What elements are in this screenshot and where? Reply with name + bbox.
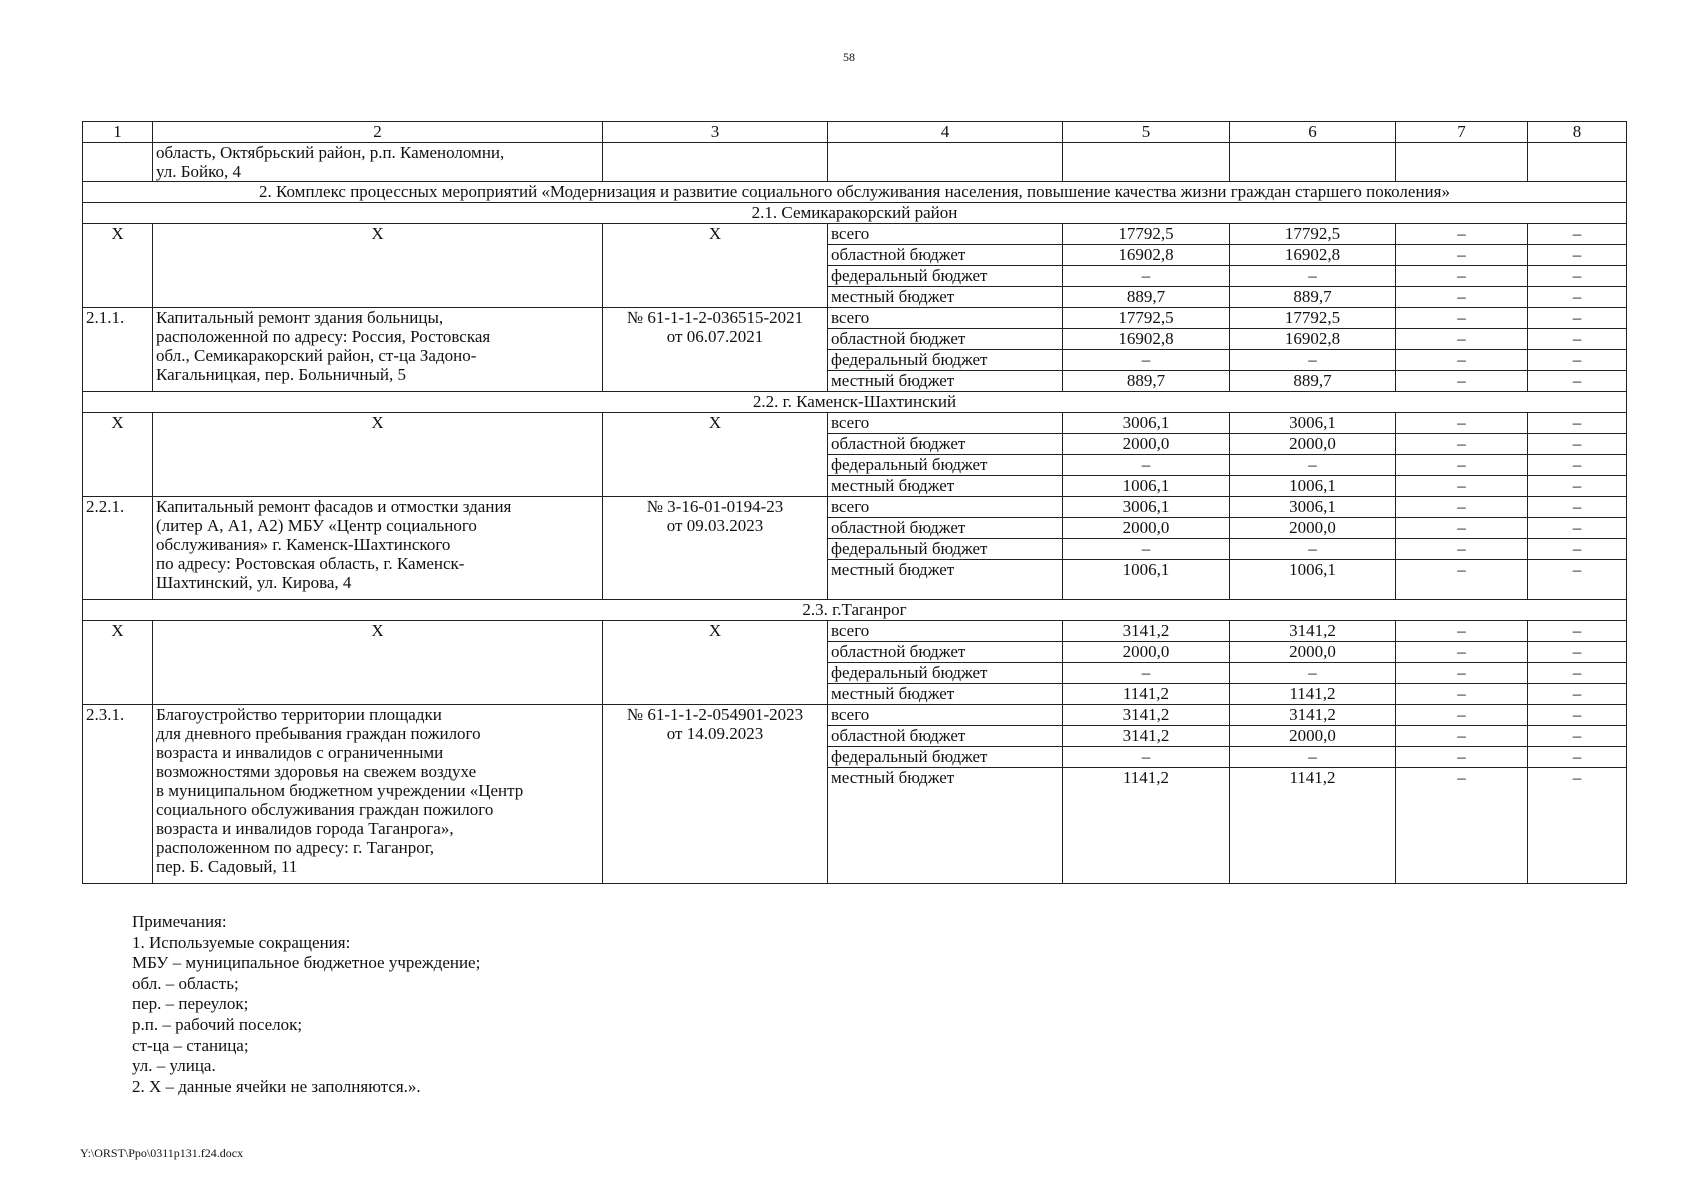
value-col6: 3006,1 bbox=[1230, 497, 1396, 518]
budget-type: федеральный бюджет bbox=[828, 663, 1063, 684]
value-col8: – bbox=[1528, 726, 1627, 747]
value-col5: 889,7 bbox=[1063, 287, 1230, 308]
section-title-row bbox=[83, 203, 1627, 224]
value-col5: 2000,0 bbox=[1063, 518, 1230, 539]
empty-cell bbox=[1396, 143, 1528, 182]
value-col6: 16902,8 bbox=[1230, 329, 1396, 350]
item-number: 2.3.1. bbox=[83, 705, 153, 884]
value-col7: – bbox=[1396, 642, 1528, 663]
note-line: ул. – улица. bbox=[132, 1056, 216, 1076]
value-col5: 17792,5 bbox=[1063, 308, 1230, 329]
value-col7: – bbox=[1396, 560, 1528, 600]
budget-type: всего bbox=[828, 224, 1063, 245]
value-col8: – bbox=[1528, 518, 1627, 539]
value-col5: 16902,8 bbox=[1063, 329, 1230, 350]
budget-type: федеральный бюджет bbox=[828, 747, 1063, 768]
value-col7: – bbox=[1396, 434, 1528, 455]
value-col6: – bbox=[1230, 539, 1396, 560]
value-col8: – bbox=[1528, 642, 1627, 663]
value-col5: 3141,2 bbox=[1063, 726, 1230, 747]
summary-number: Х bbox=[83, 413, 153, 497]
header-cell-4: 4 bbox=[828, 122, 1063, 143]
value-col6: 889,7 bbox=[1230, 287, 1396, 308]
value-col6: 1006,1 bbox=[1230, 560, 1396, 600]
section-title-row bbox=[83, 600, 1627, 621]
empty-cell bbox=[828, 143, 1063, 182]
item-number: 2.2.1. bbox=[83, 497, 153, 600]
item-document: № 3-16-01-0194-23 от 09.03.2023 bbox=[603, 497, 828, 600]
value-col6: 2000,0 bbox=[1230, 642, 1396, 663]
value-col8: – bbox=[1528, 329, 1627, 350]
value-col6: 16902,8 bbox=[1230, 245, 1396, 266]
file-path: Y:\ORST\Ppo\0311p131.f24.docx bbox=[80, 1146, 244, 1160]
value-col6: 2000,0 bbox=[1230, 518, 1396, 539]
note-line: 2. Х – данные ячейки не заполняются.». bbox=[132, 1076, 421, 1096]
budget-type: местный бюджет bbox=[828, 560, 1063, 600]
empty-cell bbox=[83, 143, 153, 182]
value-col7: – bbox=[1396, 287, 1528, 308]
summary-document: Х bbox=[603, 621, 828, 705]
value-col7: – bbox=[1396, 371, 1528, 392]
value-col7: – bbox=[1396, 350, 1528, 371]
value-col5: 3006,1 bbox=[1063, 497, 1230, 518]
value-col6: 1141,2 bbox=[1230, 684, 1396, 705]
value-col5: – bbox=[1063, 539, 1230, 560]
value-col6: 889,7 bbox=[1230, 371, 1396, 392]
value-col7: – bbox=[1396, 224, 1528, 245]
note-line: пер. – переулок; bbox=[132, 994, 249, 1014]
item-document: № 61-1-1-2-036515-2021 от 06.07.2021 bbox=[603, 308, 828, 392]
continuation-text: область, Октябрьский район, р.п. Каменоломни, ул. Бойко, 4 bbox=[153, 143, 603, 182]
value-col7: – bbox=[1396, 726, 1528, 747]
value-col6: 3141,2 bbox=[1230, 621, 1396, 642]
section-title: 2.3. г.Таганрог bbox=[83, 600, 1627, 621]
empty-cell bbox=[1528, 143, 1627, 182]
value-col8: – bbox=[1528, 768, 1627, 884]
value-col8: – bbox=[1528, 455, 1627, 476]
note-line: ст-ца – станица; bbox=[132, 1035, 249, 1055]
page-number: 58 bbox=[843, 50, 855, 64]
value-col5: 1141,2 bbox=[1063, 768, 1230, 884]
value-col7: – bbox=[1396, 329, 1528, 350]
budget-type: местный бюджет bbox=[828, 768, 1063, 884]
budget-type: федеральный бюджет bbox=[828, 266, 1063, 287]
value-col6: – bbox=[1230, 455, 1396, 476]
value-col5: – bbox=[1063, 747, 1230, 768]
value-col8: – bbox=[1528, 224, 1627, 245]
value-col7: – bbox=[1396, 245, 1528, 266]
value-col5: 17792,5 bbox=[1063, 224, 1230, 245]
summary-row bbox=[83, 224, 1627, 245]
budget-type: всего bbox=[828, 308, 1063, 329]
summary-number: Х bbox=[83, 621, 153, 705]
budget-table bbox=[82, 121, 1627, 884]
value-col5: 3006,1 bbox=[1063, 413, 1230, 434]
value-col7: – bbox=[1396, 539, 1528, 560]
value-col8: – bbox=[1528, 245, 1627, 266]
value-col7: – bbox=[1396, 476, 1528, 497]
value-col5: 2000,0 bbox=[1063, 642, 1230, 663]
table-body bbox=[83, 122, 1627, 884]
value-col7: – bbox=[1396, 497, 1528, 518]
budget-type: областной бюджет bbox=[828, 245, 1063, 266]
note-line: Примечания: bbox=[132, 912, 227, 931]
empty-cell bbox=[1230, 143, 1396, 182]
value-col8: – bbox=[1528, 747, 1627, 768]
budget-type: всего bbox=[828, 413, 1063, 434]
value-col8: – bbox=[1528, 497, 1627, 518]
value-col5: 1141,2 bbox=[1063, 684, 1230, 705]
section-title: 2.2. г. Каменск-Шахтинский bbox=[83, 392, 1627, 413]
value-col5: 889,7 bbox=[1063, 371, 1230, 392]
value-col8: – bbox=[1528, 621, 1627, 642]
value-col7: – bbox=[1396, 663, 1528, 684]
budget-type: всего bbox=[828, 497, 1063, 518]
budget-type: областной бюджет bbox=[828, 329, 1063, 350]
item-description: Капитальный ремонт здания больницы, расположенной по адресу: Россия, Ростовская обл., Семикаракорский район, ст-ца Задоно- Кагальницкая, пер. Больничный, 5 bbox=[153, 308, 603, 392]
value-col7: – bbox=[1396, 518, 1528, 539]
value-col6: – bbox=[1230, 266, 1396, 287]
value-col8: – bbox=[1528, 663, 1627, 684]
value-col8: – bbox=[1528, 350, 1627, 371]
item-description: Благоустройство территории площадки для дневного пребывания граждан пожилого возраста и инвалидов с ограниченными возможностями здоровья на свежем воздухе в муниципальном бюджетном учреждении «Центр социального обслуживания граждан пожилого возраста и инвалидов города Таганрога», расположенном по адресу: г. Таганрог, пер. Б. Садовый, 11 bbox=[153, 705, 603, 884]
value-col7: – bbox=[1396, 413, 1528, 434]
complex-title-row bbox=[83, 182, 1627, 203]
value-col8: – bbox=[1528, 371, 1627, 392]
value-col6: 3006,1 bbox=[1230, 413, 1396, 434]
value-col6: 1006,1 bbox=[1230, 476, 1396, 497]
notes-block bbox=[132, 912, 480, 1097]
budget-type: федеральный бюджет bbox=[828, 455, 1063, 476]
value-col6: 2000,0 bbox=[1230, 726, 1396, 747]
header-cell-2: 2 bbox=[153, 122, 603, 143]
value-col8: – bbox=[1528, 266, 1627, 287]
value-col8: – bbox=[1528, 560, 1627, 600]
budget-type: областной бюджет bbox=[828, 642, 1063, 663]
summary-description: Х bbox=[153, 413, 603, 497]
budget-type: местный бюджет bbox=[828, 476, 1063, 497]
header-cell-5: 5 bbox=[1063, 122, 1230, 143]
note-line: р.п. – рабочий поселок; bbox=[132, 1014, 303, 1034]
value-col5: 1006,1 bbox=[1063, 476, 1230, 497]
budget-type: областной бюджет bbox=[828, 518, 1063, 539]
section-title: 2.1. Семикаракорский район bbox=[83, 203, 1627, 224]
summary-number: Х bbox=[83, 224, 153, 308]
item-description: Капитальный ремонт фасадов и отмостки здания (литер А, А1, А2) МБУ «Центр социального обслуживания» г. Каменск-Шахтинского по адресу: Ростовская область, г. Каменск- Шахтинский, ул. Кирова, 4 bbox=[153, 497, 603, 600]
value-col8: – bbox=[1528, 476, 1627, 497]
header-cell-6: 6 bbox=[1230, 122, 1396, 143]
value-col6: 17792,5 bbox=[1230, 308, 1396, 329]
value-col6: 1141,2 bbox=[1230, 768, 1396, 884]
summary-row bbox=[83, 413, 1627, 434]
summary-description: Х bbox=[153, 224, 603, 308]
value-col7: – bbox=[1396, 621, 1528, 642]
budget-type: областной бюджет bbox=[828, 726, 1063, 747]
value-col7: – bbox=[1396, 747, 1528, 768]
complex-title: 2. Комплекс процессных мероприятий «Модернизация и развитие социального обслуживания населения, повышение качества жизни граждан старшего поколения» bbox=[83, 182, 1627, 203]
value-col7: – bbox=[1396, 684, 1528, 705]
value-col6: 2000,0 bbox=[1230, 434, 1396, 455]
value-col6: 3141,2 bbox=[1230, 705, 1396, 726]
value-col7: – bbox=[1396, 308, 1528, 329]
summary-document: Х bbox=[603, 413, 828, 497]
continuation-row bbox=[83, 143, 1627, 182]
value-col5: 16902,8 bbox=[1063, 245, 1230, 266]
value-col7: – bbox=[1396, 768, 1528, 884]
item-number: 2.1.1. bbox=[83, 308, 153, 392]
value-col6: 17792,5 bbox=[1230, 224, 1396, 245]
budget-type: местный бюджет bbox=[828, 287, 1063, 308]
value-col8: – bbox=[1528, 287, 1627, 308]
item-row bbox=[83, 497, 1627, 518]
empty-cell bbox=[603, 143, 828, 182]
value-col6: – bbox=[1230, 747, 1396, 768]
item-document: № 61-1-1-2-054901-2023 от 14.09.2023 bbox=[603, 705, 828, 884]
summary-document: Х bbox=[603, 224, 828, 308]
item-row bbox=[83, 308, 1627, 329]
value-col8: – bbox=[1528, 705, 1627, 726]
empty-cell bbox=[1063, 143, 1230, 182]
value-col8: – bbox=[1528, 413, 1627, 434]
value-col8: – bbox=[1528, 539, 1627, 560]
value-col5: – bbox=[1063, 663, 1230, 684]
value-col5: 3141,2 bbox=[1063, 621, 1230, 642]
value-col8: – bbox=[1528, 308, 1627, 329]
budget-type: федеральный бюджет bbox=[828, 539, 1063, 560]
value-col7: – bbox=[1396, 455, 1528, 476]
value-col7: – bbox=[1396, 266, 1528, 287]
section-title-row bbox=[83, 392, 1627, 413]
value-col7: – bbox=[1396, 705, 1528, 726]
header-cell-3: 3 bbox=[603, 122, 828, 143]
value-col5: 1006,1 bbox=[1063, 560, 1230, 600]
value-col8: – bbox=[1528, 434, 1627, 455]
value-col8: – bbox=[1528, 684, 1627, 705]
budget-type: областной бюджет bbox=[828, 434, 1063, 455]
item-row bbox=[83, 705, 1627, 726]
header-row bbox=[83, 122, 1627, 143]
value-col6: – bbox=[1230, 663, 1396, 684]
budget-type: местный бюджет bbox=[828, 684, 1063, 705]
summary-description: Х bbox=[153, 621, 603, 705]
header-cell-8: 8 bbox=[1528, 122, 1627, 143]
value-col6: – bbox=[1230, 350, 1396, 371]
value-col5: – bbox=[1063, 455, 1230, 476]
header-cell-7: 7 bbox=[1396, 122, 1528, 143]
note-line: 1. Используемые сокращения: bbox=[132, 932, 351, 952]
budget-type: всего bbox=[828, 705, 1063, 726]
budget-type: местный бюджет bbox=[828, 371, 1063, 392]
summary-row bbox=[83, 621, 1627, 642]
note-line: МБУ – муниципальное бюджетное учреждение; bbox=[132, 953, 481, 973]
value-col5: 3141,2 bbox=[1063, 705, 1230, 726]
budget-type: всего bbox=[828, 621, 1063, 642]
header-cell-1: 1 bbox=[83, 122, 153, 143]
value-col5: 2000,0 bbox=[1063, 434, 1230, 455]
value-col5: – bbox=[1063, 350, 1230, 371]
note-line: обл. – область; bbox=[132, 973, 239, 993]
value-col5: – bbox=[1063, 266, 1230, 287]
budget-type: федеральный бюджет bbox=[828, 350, 1063, 371]
